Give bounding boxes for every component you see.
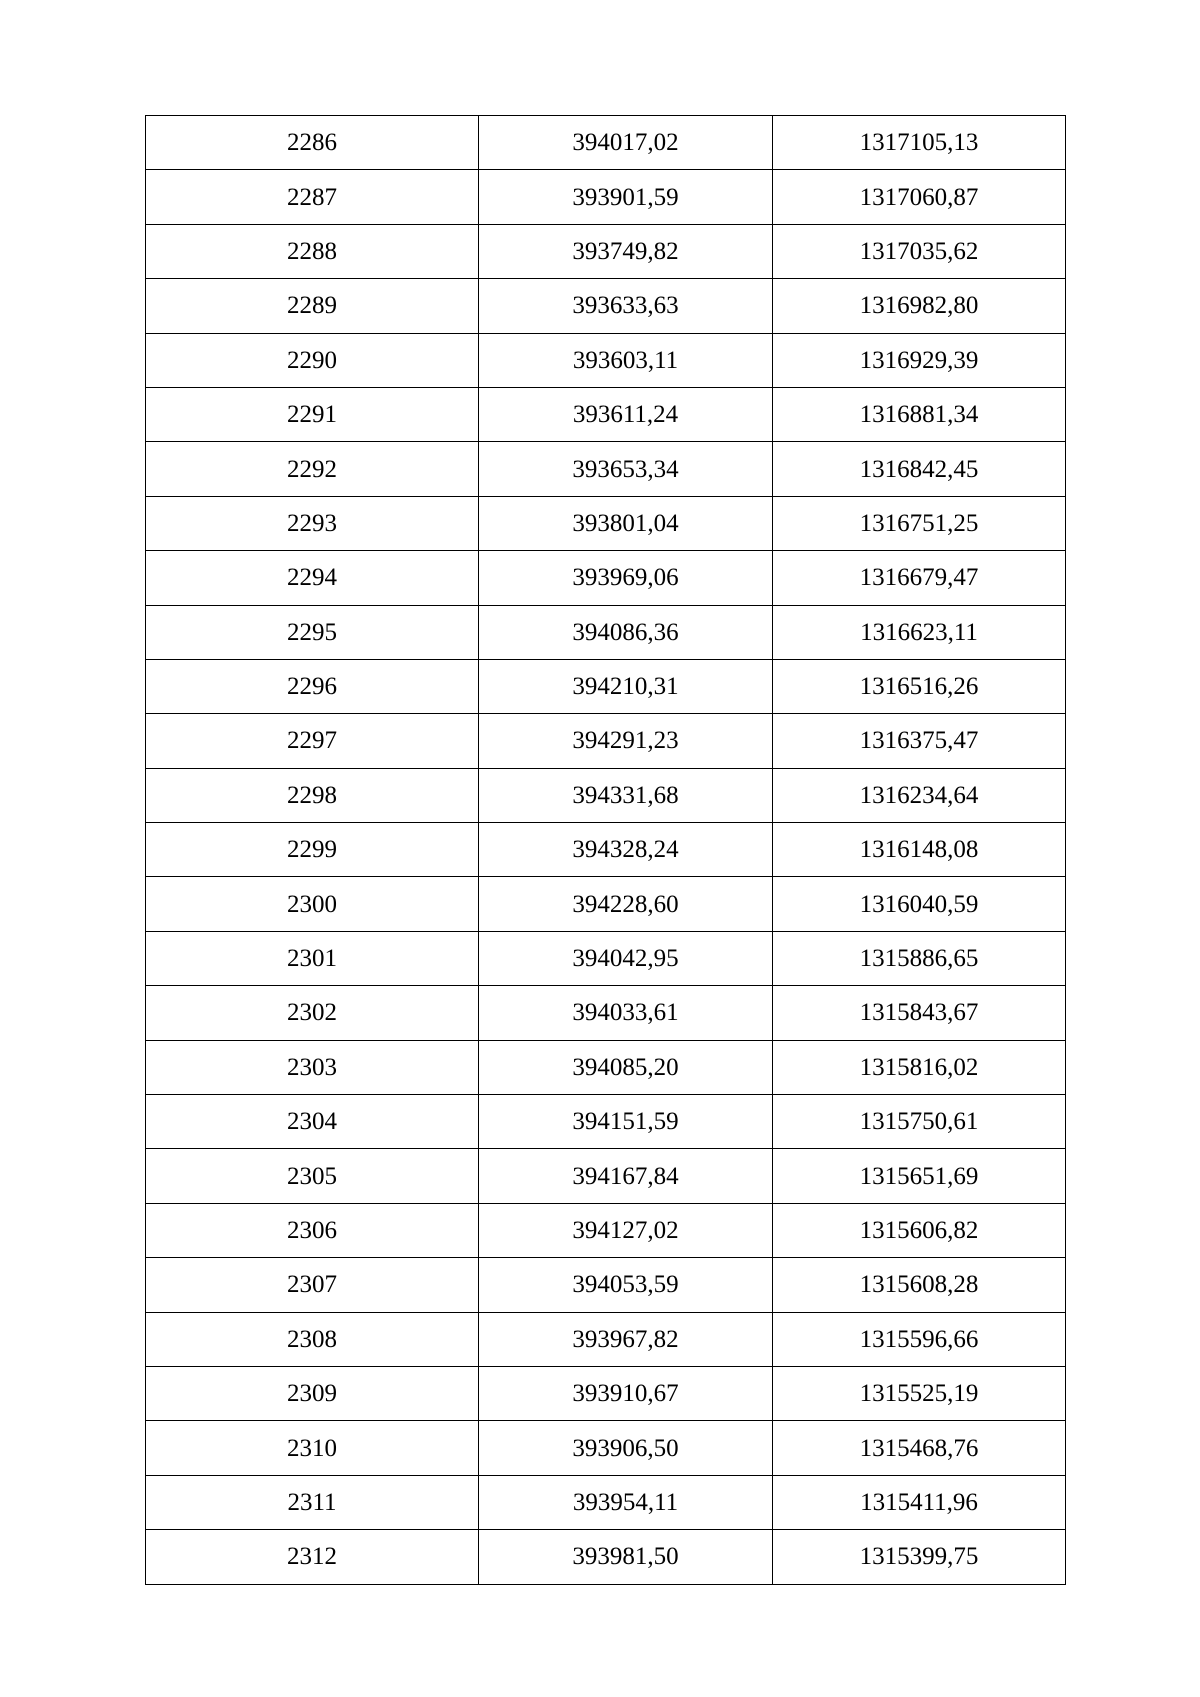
table-row bbox=[146, 1530, 1066, 1584]
x-coordinate-cell: 393801,04 bbox=[479, 496, 773, 550]
point-number-cell: 2308 bbox=[146, 1312, 479, 1366]
point-number-cell: 2300 bbox=[146, 877, 479, 931]
table-row bbox=[146, 116, 1066, 170]
point-number-cell: 2302 bbox=[146, 986, 479, 1040]
point-number-cell: 2304 bbox=[146, 1095, 479, 1149]
x-coordinate-cell: 393603,11 bbox=[479, 333, 773, 387]
point-number-cell: 2291 bbox=[146, 387, 479, 441]
point-number-cell: 2295 bbox=[146, 605, 479, 659]
point-number-cell: 2301 bbox=[146, 931, 479, 985]
point-number-cell: 2311 bbox=[146, 1475, 479, 1529]
table-row bbox=[146, 605, 1066, 659]
y-coordinate-cell: 1315399,75 bbox=[773, 1530, 1066, 1584]
point-number-cell: 2294 bbox=[146, 551, 479, 605]
x-coordinate-cell: 393954,11 bbox=[479, 1475, 773, 1529]
table-row bbox=[146, 1095, 1066, 1149]
y-coordinate-cell: 1317035,62 bbox=[773, 224, 1066, 278]
x-coordinate-cell: 393910,67 bbox=[479, 1366, 773, 1420]
x-coordinate-cell: 394328,24 bbox=[479, 823, 773, 877]
x-coordinate-cell: 394042,95 bbox=[479, 931, 773, 985]
point-number-cell: 2307 bbox=[146, 1258, 479, 1312]
y-coordinate-cell: 1316040,59 bbox=[773, 877, 1066, 931]
table-row bbox=[146, 170, 1066, 224]
y-coordinate-cell: 1316679,47 bbox=[773, 551, 1066, 605]
y-coordinate-cell: 1316623,11 bbox=[773, 605, 1066, 659]
point-number-cell: 2288 bbox=[146, 224, 479, 278]
x-coordinate-cell: 394291,23 bbox=[479, 714, 773, 768]
y-coordinate-cell: 1315596,66 bbox=[773, 1312, 1066, 1366]
x-coordinate-cell: 393653,34 bbox=[479, 442, 773, 496]
y-coordinate-cell: 1317060,87 bbox=[773, 170, 1066, 224]
table-row bbox=[146, 1149, 1066, 1203]
x-coordinate-cell: 393981,50 bbox=[479, 1530, 773, 1584]
point-number-cell: 2303 bbox=[146, 1040, 479, 1094]
y-coordinate-cell: 1316982,80 bbox=[773, 279, 1066, 333]
x-coordinate-cell: 394085,20 bbox=[479, 1040, 773, 1094]
y-coordinate-cell: 1316234,64 bbox=[773, 768, 1066, 822]
table-row bbox=[146, 1475, 1066, 1529]
y-coordinate-cell: 1315606,82 bbox=[773, 1203, 1066, 1257]
point-number-cell: 2286 bbox=[146, 116, 479, 170]
table-row bbox=[146, 224, 1066, 278]
x-coordinate-cell: 394033,61 bbox=[479, 986, 773, 1040]
coordinates-table bbox=[145, 115, 1066, 1585]
table-row bbox=[146, 442, 1066, 496]
y-coordinate-cell: 1316148,08 bbox=[773, 823, 1066, 877]
point-number-cell: 2297 bbox=[146, 714, 479, 768]
point-number-cell: 2299 bbox=[146, 823, 479, 877]
x-coordinate-cell: 394017,02 bbox=[479, 116, 773, 170]
point-number-cell: 2290 bbox=[146, 333, 479, 387]
point-number-cell: 2306 bbox=[146, 1203, 479, 1257]
table-row bbox=[146, 1203, 1066, 1257]
table-row bbox=[146, 931, 1066, 985]
table-row bbox=[146, 823, 1066, 877]
y-coordinate-cell: 1315525,19 bbox=[773, 1366, 1066, 1420]
y-coordinate-cell: 1315843,67 bbox=[773, 986, 1066, 1040]
table-row bbox=[146, 387, 1066, 441]
y-coordinate-cell: 1316842,45 bbox=[773, 442, 1066, 496]
x-coordinate-cell: 394167,84 bbox=[479, 1149, 773, 1203]
y-coordinate-cell: 1315886,65 bbox=[773, 931, 1066, 985]
table-row bbox=[146, 1312, 1066, 1366]
table-row bbox=[146, 714, 1066, 768]
x-coordinate-cell: 393967,82 bbox=[479, 1312, 773, 1366]
table-row bbox=[146, 279, 1066, 333]
y-coordinate-cell: 1316375,47 bbox=[773, 714, 1066, 768]
x-coordinate-cell: 394086,36 bbox=[479, 605, 773, 659]
table-row bbox=[146, 1258, 1066, 1312]
y-coordinate-cell: 1315816,02 bbox=[773, 1040, 1066, 1094]
x-coordinate-cell: 394228,60 bbox=[479, 877, 773, 931]
x-coordinate-cell: 393611,24 bbox=[479, 387, 773, 441]
y-coordinate-cell: 1315411,96 bbox=[773, 1475, 1066, 1529]
x-coordinate-cell: 393749,82 bbox=[479, 224, 773, 278]
x-coordinate-cell: 394151,59 bbox=[479, 1095, 773, 1149]
x-coordinate-cell: 394127,02 bbox=[479, 1203, 773, 1257]
point-number-cell: 2298 bbox=[146, 768, 479, 822]
table-row bbox=[146, 551, 1066, 605]
table-row bbox=[146, 333, 1066, 387]
x-coordinate-cell: 394210,31 bbox=[479, 659, 773, 713]
table-row bbox=[146, 496, 1066, 550]
x-coordinate-cell: 393906,50 bbox=[479, 1421, 773, 1475]
point-number-cell: 2293 bbox=[146, 496, 479, 550]
point-number-cell: 2289 bbox=[146, 279, 479, 333]
point-number-cell: 2296 bbox=[146, 659, 479, 713]
y-coordinate-cell: 1316751,25 bbox=[773, 496, 1066, 550]
point-number-cell: 2312 bbox=[146, 1530, 479, 1584]
table-row bbox=[146, 659, 1066, 713]
y-coordinate-cell: 1315750,61 bbox=[773, 1095, 1066, 1149]
y-coordinate-cell: 1315651,69 bbox=[773, 1149, 1066, 1203]
x-coordinate-cell: 393901,59 bbox=[479, 170, 773, 224]
table-row bbox=[146, 768, 1066, 822]
point-number-cell: 2305 bbox=[146, 1149, 479, 1203]
table-row bbox=[146, 877, 1066, 931]
point-number-cell: 2309 bbox=[146, 1366, 479, 1420]
point-number-cell: 2292 bbox=[146, 442, 479, 496]
x-coordinate-cell: 393969,06 bbox=[479, 551, 773, 605]
table-row bbox=[146, 1366, 1066, 1420]
table-row bbox=[146, 986, 1066, 1040]
point-number-cell: 2310 bbox=[146, 1421, 479, 1475]
table-row bbox=[146, 1421, 1066, 1475]
y-coordinate-cell: 1316516,26 bbox=[773, 659, 1066, 713]
y-coordinate-cell: 1317105,13 bbox=[773, 116, 1066, 170]
y-coordinate-cell: 1315468,76 bbox=[773, 1421, 1066, 1475]
x-coordinate-cell: 394053,59 bbox=[479, 1258, 773, 1312]
y-coordinate-cell: 1315608,28 bbox=[773, 1258, 1066, 1312]
table-row bbox=[146, 1040, 1066, 1094]
x-coordinate-cell: 393633,63 bbox=[479, 279, 773, 333]
point-number-cell: 2287 bbox=[146, 170, 479, 224]
coordinates-table-body bbox=[146, 116, 1066, 1585]
x-coordinate-cell: 394331,68 bbox=[479, 768, 773, 822]
y-coordinate-cell: 1316881,34 bbox=[773, 387, 1066, 441]
y-coordinate-cell: 1316929,39 bbox=[773, 333, 1066, 387]
